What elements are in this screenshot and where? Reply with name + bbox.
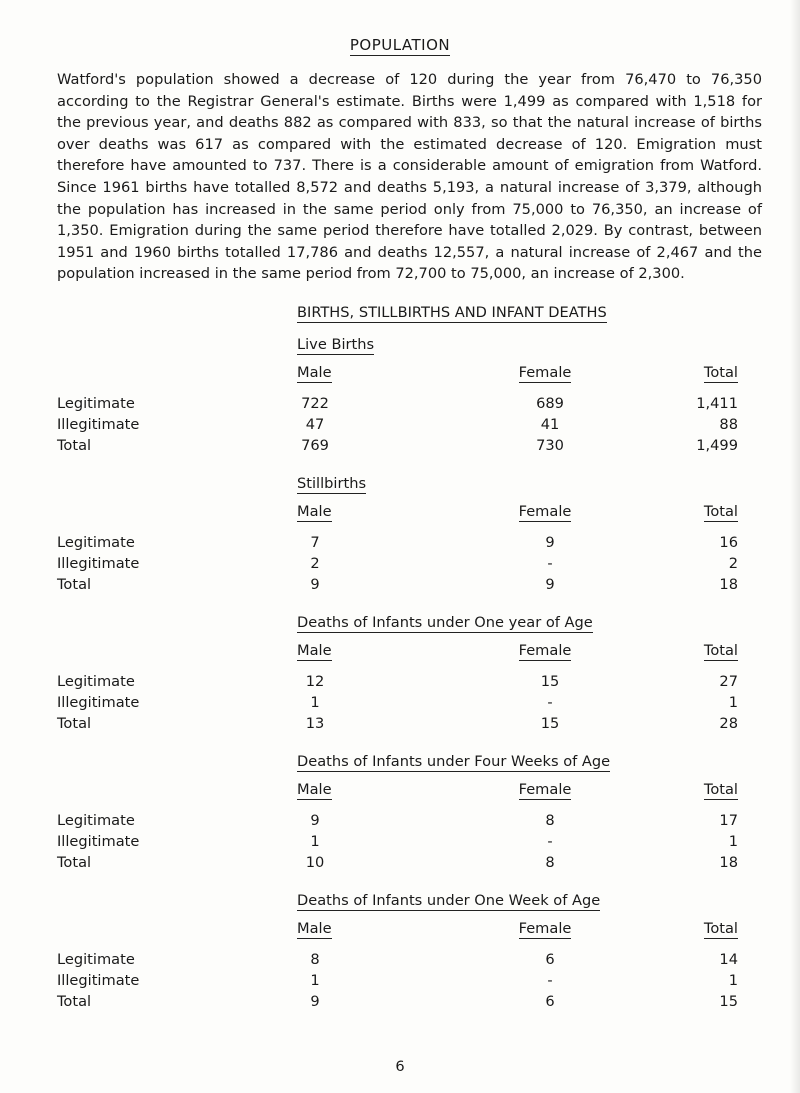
column-header-total: Total bbox=[703, 642, 738, 659]
column-header-female: Female bbox=[518, 503, 572, 520]
population-paragraph: Watford's population showed a decrease of 120 during the year from 76,470 to 76,350 according to the Registrar General's estimate. Births were 1,499 as compared with 1,518 for the previous year, and deaths 882 as compared with 833, so that the natural increase of births over deaths was 617 as compared with the estimated decrease of 120. Emigration must therefore have amounted to 737. There is a considerable amount of emigration from Watford. Since 1961 births have totalled 8,572 and deaths 5,193, a natural increase of 3,379, although the population has increased in the same period only from 75,000 to 76,350, an increase of 1,350. Emigration during the same period therefore have totalled 2,029. By contrast, between 1951 and 1960 births totalled 17,786 and deaths 12,557, a natural increase of 2,467 and the population increased in the same period from 72,700 to 75,000, an increase of 2,300. bbox=[57, 71, 762, 283]
cell-total: 16 bbox=[719, 534, 738, 551]
cell-total: 27 bbox=[719, 673, 738, 690]
table-subtitle: Deaths of Infants under Four Weeks of Age bbox=[297, 753, 611, 770]
column-header-female: Female bbox=[518, 920, 572, 937]
cell-female: 689 bbox=[536, 395, 564, 412]
cell-female: 6 bbox=[545, 993, 555, 1010]
column-header-female: Female bbox=[518, 364, 572, 381]
cell-female: - bbox=[547, 833, 553, 850]
row-label: Legitimate bbox=[57, 534, 135, 551]
column-header-male: Male bbox=[297, 364, 332, 381]
column-header-female: Female bbox=[518, 642, 572, 659]
section-heading: BIRTHS, STILLBIRTHS AND INFANT DEATHS bbox=[297, 304, 607, 321]
cell-male: 10 bbox=[305, 854, 325, 871]
cell-male: 1 bbox=[310, 833, 320, 850]
cell-male: 722 bbox=[301, 395, 329, 412]
cell-female: 6 bbox=[545, 951, 555, 968]
cell-total: 1,411 bbox=[696, 395, 738, 412]
row-label: Legitimate bbox=[57, 812, 135, 829]
cell-total: 2 bbox=[728, 555, 738, 572]
cell-male: 47 bbox=[305, 416, 325, 433]
column-header-total: Total bbox=[703, 920, 738, 937]
row-label: Legitimate bbox=[57, 395, 135, 412]
cell-female: 8 bbox=[545, 812, 555, 829]
cell-male: 12 bbox=[305, 673, 325, 690]
cell-total: 1 bbox=[728, 833, 738, 850]
cell-female: 8 bbox=[545, 854, 555, 871]
column-header-total: Total bbox=[703, 781, 738, 798]
cell-female: 15 bbox=[540, 673, 560, 690]
row-label: Total bbox=[57, 993, 92, 1010]
row-label: Legitimate bbox=[57, 951, 135, 968]
cell-female: - bbox=[547, 972, 553, 989]
row-label: Total bbox=[57, 437, 92, 454]
row-label: Illegitimate bbox=[57, 972, 140, 989]
cell-female: 9 bbox=[545, 534, 555, 551]
cell-male: 9 bbox=[310, 993, 320, 1010]
cell-total: 1,499 bbox=[696, 437, 738, 454]
table-subtitle: Stillbirths bbox=[297, 475, 367, 492]
cell-total: 17 bbox=[719, 812, 738, 829]
cell-total: 15 bbox=[719, 993, 738, 1010]
cell-male: 9 bbox=[310, 812, 320, 829]
column-header-total: Total bbox=[703, 503, 738, 520]
cell-male: 8 bbox=[310, 951, 320, 968]
cell-total: 1 bbox=[728, 694, 738, 711]
table-subtitle: Live Births bbox=[297, 336, 375, 353]
cell-male: 1 bbox=[310, 972, 320, 989]
page-title: POPULATION bbox=[349, 36, 451, 54]
cell-total: 28 bbox=[719, 715, 738, 732]
column-header-male: Male bbox=[297, 503, 332, 520]
row-label: Legitimate bbox=[57, 673, 135, 690]
cell-male: 1 bbox=[310, 694, 320, 711]
row-label: Illegitimate bbox=[57, 416, 140, 433]
row-label: Total bbox=[57, 715, 92, 732]
cell-total: 18 bbox=[719, 576, 738, 593]
column-header-female: Female bbox=[518, 781, 572, 798]
cell-female: - bbox=[547, 694, 553, 711]
cell-male: 769 bbox=[301, 437, 329, 454]
row-label: Illegitimate bbox=[57, 694, 140, 711]
cell-female: 15 bbox=[540, 715, 560, 732]
column-header-total: Total bbox=[703, 364, 738, 381]
cell-male: 9 bbox=[310, 576, 320, 593]
cell-male: 13 bbox=[305, 715, 325, 732]
cell-total: 88 bbox=[719, 416, 738, 433]
page-number: 6 bbox=[395, 1058, 405, 1075]
row-label: Illegitimate bbox=[57, 555, 140, 572]
cell-total: 18 bbox=[719, 854, 738, 871]
cell-total: 14 bbox=[719, 951, 738, 968]
row-label: Total bbox=[57, 854, 92, 871]
cell-female: - bbox=[547, 555, 553, 572]
cell-total: 1 bbox=[728, 972, 738, 989]
column-header-male: Male bbox=[297, 920, 332, 937]
table-subtitle: Deaths of Infants under One Week of Age bbox=[297, 892, 601, 909]
row-label: Total bbox=[57, 576, 92, 593]
cell-female: 730 bbox=[536, 437, 564, 454]
table-subtitle: Deaths of Infants under One year of Age bbox=[297, 614, 593, 631]
column-header-male: Male bbox=[297, 781, 332, 798]
column-header-male: Male bbox=[297, 642, 332, 659]
cell-male: 7 bbox=[310, 534, 320, 551]
cell-female: 41 bbox=[540, 416, 560, 433]
cell-male: 2 bbox=[310, 555, 320, 572]
row-label: Illegitimate bbox=[57, 833, 140, 850]
cell-female: 9 bbox=[545, 576, 555, 593]
page-edge-shadow bbox=[790, 0, 800, 1093]
